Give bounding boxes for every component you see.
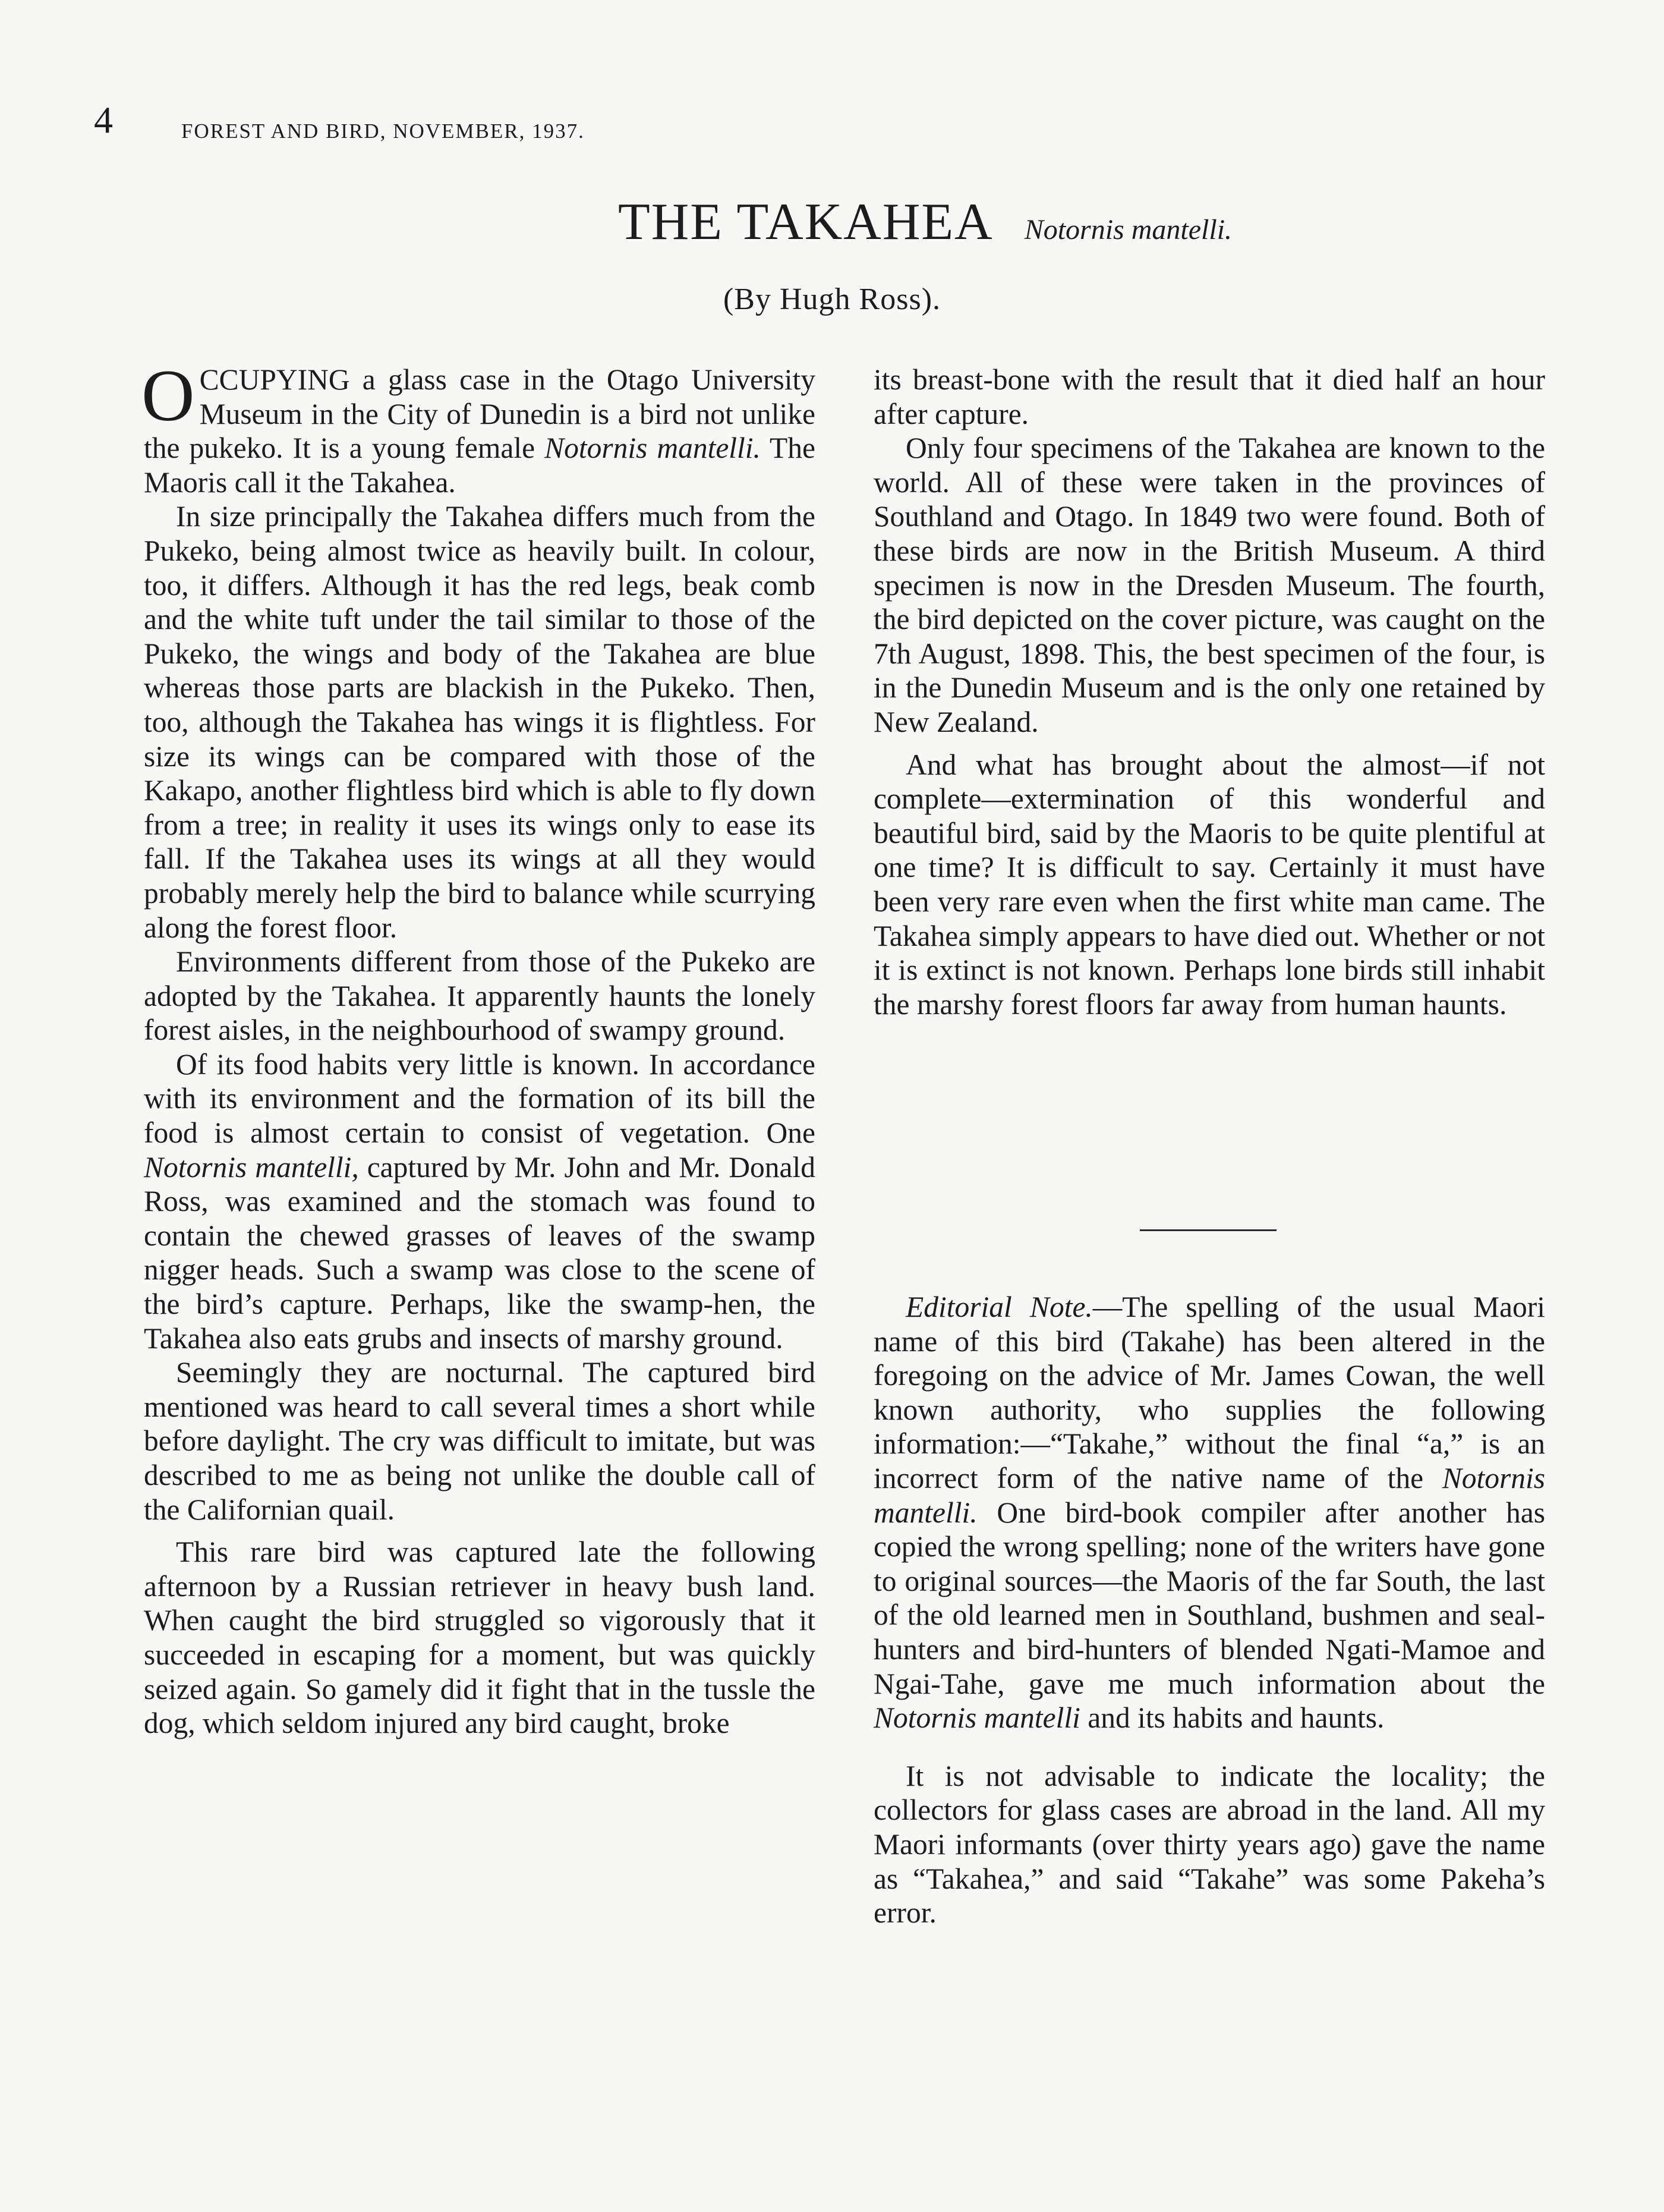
editorial-note-paragraph: It is not advisable to indicate the locality; the collectors for glass cases are abroad in the land. All my Maori informants (over thirty years ago) gave the name as “Takahea,” and said “Takahe” was some Pakeha’s error. [874, 1759, 1545, 1930]
article-paragraph: its breast-bone with the result that it died half an hour after capture. [874, 363, 1545, 430]
article-column-right [874, 363, 1545, 1021]
article-paragraph: Environments different from those of the Pukeko are adopted by the Takahea. It apparently haunts the lonely forest aisles, in the neighbourhood of swampy ground. [144, 945, 815, 1047]
running-head: FOREST AND BIRD, NOVEMBER, 1937. [181, 119, 585, 143]
article-column-left [141, 355, 815, 1741]
species-name: Notornis mantelli, [144, 1150, 359, 1184]
paragraph-text: One bird-book compiler after another has copied the wrong spelling; none of the writers have gone to original sources—the Maoris of the far South, the last of the old learned men in Southland, bushmen and seal-hunters and bird-hunters of blended Ngati-Mamoe and Ngai-Tahe, gave me much information about the [874, 1496, 1545, 1700]
editorial-note-paragraph [874, 1290, 1545, 1735]
article-paragraph [144, 1047, 815, 1355]
paragraph-text: CCUPYING a glass case in the Otago University Museum in the City of Dunedin is a bird not unlike the pukeko. It is a young female [144, 363, 815, 465]
paragraph-text: and its habits and haunts. [1080, 1701, 1385, 1735]
article-title: THE TAKAHEA [618, 193, 994, 251]
article-paragraph: This rare bird was captured late the following afternoon by a Russian retriever in heavy bush land. When caught the bird struggled so vigorously that it succeeded in escaping for a moment, but was quickly seized again. So gamely did it fight that in the tussle the dog, which seldom injured any bird caught, broke [144, 1536, 815, 1740]
article-paragraph [141, 355, 815, 499]
editorial-note-lead: Editorial Note. [906, 1291, 1093, 1323]
article-paragraph: Seemingly they are nocturnal. The captured bird mentioned was heard to call several times a short while before daylight. The cry was difficult to imitate, but was described to me as being not unlike the double call of the Californian quail. [144, 1356, 815, 1526]
page-number: 4 [94, 99, 113, 141]
paragraph-text: The Maoris call it the Takahea. [144, 432, 815, 499]
species-name: Notornis mantelli [874, 1701, 1080, 1735]
section-divider [1140, 1229, 1277, 1231]
drop-cap: O [141, 355, 195, 436]
article-title-latin: Notornis mantelli. [1024, 214, 1233, 246]
editorial-note [874, 1290, 1545, 1930]
article-title-block [618, 193, 1233, 251]
species-name: Notornis mantelli. [544, 432, 761, 465]
species-name: Notornis mantelli. [874, 1461, 1545, 1529]
article-paragraph: Only four specimens of the Takahea are known to the world. All of these were taken in the provinces of Southland and Otago. In 1849 two were found. Both of these birds are now in the British Museum. A third specimen is now in the Dresden Museum. The fourth, the bird depicted on the cover picture, was caught on the 7th August, 1898. This, the best specimen of the four, is in the Dunedin Museum and is the only one retained by New Zealand. [874, 432, 1545, 738]
article-paragraph: In size principally the Takahea differs much from the Pukeko, being almost twice as heavily built. In colour, too, it differs. Although it has the red legs, beak comb and the white tuft under the tail similar to those of the Pukeko, the wings and body of the Takahea are blue whereas those parts are blackish in the Pukeko. Then, too, although the Takahea has wings it is flightless. For size its wings can be compared with those of the Kakapo, another flightless bird which is able to fly down from a tree; in reality it uses its wings only to ease its fall. If the Takahea uses its wings at all they would probably merely help the bird to balance while scurrying along the forest floor. [144, 500, 815, 944]
article-byline: (By Hugh Ross). [723, 282, 941, 316]
paragraph-text: —The spelling of the usual Maori name of this bird (Takahe) has been altered in the foregoing on the advice of Mr. James Cowan, the well known authority, who supplies the following information:—“Takahe,” without the final “a,” is an incorrect form of the native name of the [874, 1291, 1545, 1494]
article-paragraph: And what has brought about the almost—if not complete—extermination of this wonderful and beautiful bird, said by the Maoris to be quite plentiful at one time? It is difficult to say. Certainly it must have been very rare even when the first white man came. The Takahea simply appears to have died out. Whether or not it is extinct is not known. Perhaps lone birds still inhabit the marshy forest floors far away from human haunts. [874, 748, 1545, 1021]
paragraph-text: Of its food habits very little is known. In accordance with its environment and the formation of its bill the food is almost certain to consist of vegetation. One [144, 1047, 815, 1150]
paragraph-text: captured by Mr. John and Mr. Donald Ross, was examined and the stomach was found to contain the chewed grasses of leaves of the swamp nigger heads. Such a swamp was close to the scene of the bird’s capture. Perhaps, like the swamp-hen, the Takahea also eats grubs and insects of marshy ground. [144, 1150, 815, 1355]
